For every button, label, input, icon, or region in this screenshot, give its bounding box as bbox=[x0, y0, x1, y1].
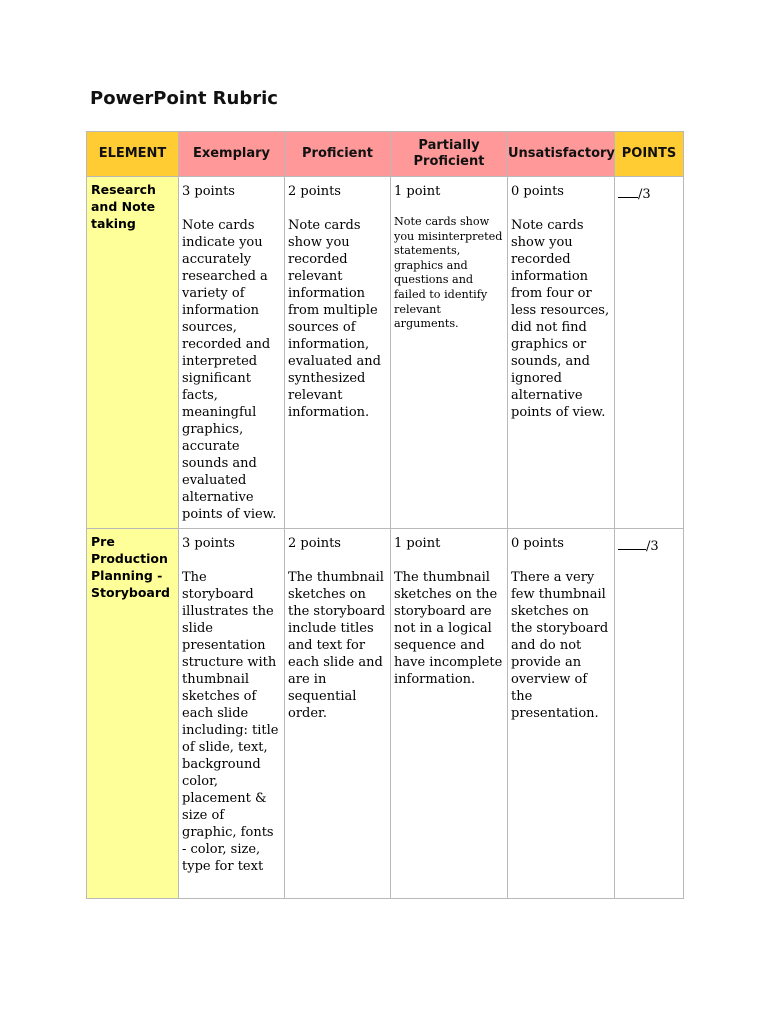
criteria-text: Note cards show you recorded information from four or less resources, did not find graphics or sounds, and ignored alternative points of view. bbox=[511, 218, 610, 420]
proficient-cell bbox=[285, 177, 391, 529]
page-title: PowerPoint Rubric bbox=[90, 88, 278, 109]
score-blank[interactable] bbox=[618, 537, 646, 550]
score-blank[interactable] bbox=[618, 185, 638, 198]
element-cell: Research and Note taking bbox=[87, 177, 179, 529]
header-exemplary: Exemplary bbox=[179, 132, 285, 177]
criteria-text: The thumbnail sketches on the storyboard include titles and text for each slide and are in sequential order. bbox=[288, 570, 386, 721]
points-label: 3 points bbox=[182, 184, 235, 199]
header-points: POINTS bbox=[615, 132, 684, 177]
criteria-text: The storyboard illustrates the slide presentation structure with thumbnail sketches of each slide including: title of slide, text, background color, placement & size of graphic, fonts - color, size, type for text bbox=[182, 570, 279, 874]
table-row bbox=[87, 177, 684, 529]
exemplary-cell bbox=[179, 529, 285, 899]
header-partially-proficient: Partially Proficient bbox=[391, 132, 508, 177]
header-unsatisfactory: Unsatisfactory bbox=[508, 132, 615, 177]
points-label: 1 point bbox=[394, 184, 441, 199]
score-total: /3 bbox=[646, 539, 659, 554]
header-proficient: Proficient bbox=[285, 132, 391, 177]
header-element: ELEMENT bbox=[87, 132, 179, 177]
partially-proficient-cell bbox=[391, 529, 508, 899]
score-total: /3 bbox=[638, 187, 651, 202]
exemplary-cell bbox=[179, 177, 285, 529]
partially-proficient-cell bbox=[391, 177, 508, 529]
unsatisfactory-cell bbox=[508, 177, 615, 529]
points-label: 2 points bbox=[288, 536, 341, 551]
criteria-text: Note cards show you misinterpreted statements, graphics and questions and failed to identify relevant arguments. bbox=[394, 215, 503, 331]
points-label: 3 points bbox=[182, 536, 235, 551]
points-label: 2 points bbox=[288, 184, 341, 199]
points-label: 0 points bbox=[511, 536, 564, 551]
rubric-table bbox=[86, 131, 684, 899]
points-label: 0 points bbox=[511, 184, 564, 199]
criteria-text: Note cards indicate you accurately researched a variety of information sources, recorded and interpreted significant facts, meaningful graphics, accurate sounds and evaluated alternative points of view. bbox=[182, 218, 277, 522]
criteria-text: The thumbnail sketches on the storyboard are not in a logical sequence and have incomplete information. bbox=[394, 570, 503, 687]
score-cell bbox=[615, 529, 684, 899]
proficient-cell bbox=[285, 529, 391, 899]
header-row bbox=[87, 132, 684, 177]
criteria-text: Note cards show you recorded relevant information from multiple sources of information, evaluated and synthesized relevant information. bbox=[288, 218, 381, 420]
unsatisfactory-cell bbox=[508, 529, 615, 899]
element-cell: Pre Production Planning - Storyboard bbox=[87, 529, 179, 899]
table-row bbox=[87, 529, 684, 899]
criteria-text: There a very few thumbnail sketches on the storyboard and do not provide an overview of the presentation. bbox=[511, 570, 609, 721]
score-cell bbox=[615, 177, 684, 529]
points-label: 1 point bbox=[394, 536, 441, 551]
